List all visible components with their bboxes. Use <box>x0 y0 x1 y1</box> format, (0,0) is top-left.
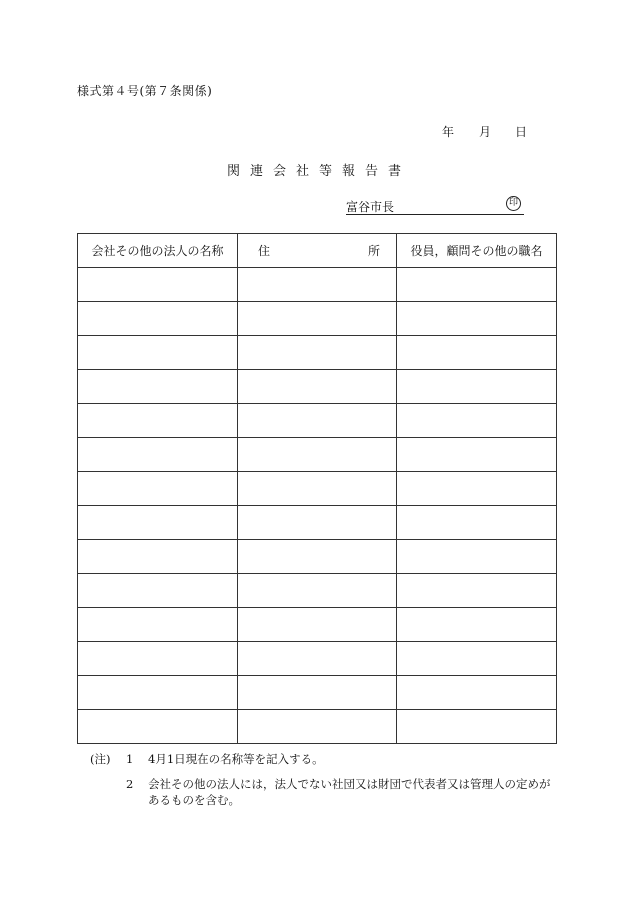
table-row <box>78 608 557 642</box>
company-name-cell[interactable] <box>78 438 238 472</box>
position-cell[interactable] <box>397 472 557 506</box>
note-text: 会社その他の法人には，法人でない社団又は財団で代表者又は管理人の定めがあるものを含む。 <box>148 777 551 807</box>
date-month-label: 月 <box>479 125 492 139</box>
table-row <box>78 472 557 506</box>
address-cell[interactable] <box>238 540 397 574</box>
table-row <box>78 676 557 710</box>
company-name-cell[interactable] <box>78 574 238 608</box>
position-cell[interactable] <box>397 438 557 472</box>
company-name-cell[interactable] <box>78 676 238 710</box>
address-cell[interactable] <box>238 472 397 506</box>
note-item-2 <box>90 776 552 808</box>
document-title: 関連会社等報告書 <box>226 164 411 179</box>
address-cell[interactable] <box>238 438 397 472</box>
column-header-address-left: 住 <box>258 244 271 258</box>
company-name-cell[interactable] <box>78 540 238 574</box>
related-companies-table <box>77 233 557 744</box>
table-row <box>78 268 557 302</box>
column-header-position: 役員，顧問その他の職名 <box>397 234 557 268</box>
date-day-label: 日 <box>515 125 528 139</box>
position-cell[interactable] <box>397 302 557 336</box>
company-name-cell[interactable] <box>78 370 238 404</box>
table-row <box>78 642 557 676</box>
address-cell[interactable] <box>238 506 397 540</box>
address-cell[interactable] <box>238 642 397 676</box>
table-row <box>78 574 557 608</box>
position-cell[interactable] <box>397 506 557 540</box>
address-cell[interactable] <box>238 336 397 370</box>
position-cell[interactable] <box>397 336 557 370</box>
company-name-cell[interactable] <box>78 472 238 506</box>
note-text: 4月1日現在の名称等を記入する。 <box>148 752 324 766</box>
table-body <box>78 268 557 744</box>
address-cell[interactable] <box>238 404 397 438</box>
position-cell[interactable] <box>397 268 557 302</box>
table-row <box>78 438 557 472</box>
address-cell[interactable] <box>238 302 397 336</box>
date-line <box>442 123 535 140</box>
notes-prefix: (注) <box>90 752 111 766</box>
seal-icon: 印 <box>506 196 521 211</box>
addressee-name: 富谷市長 <box>346 200 395 214</box>
notes-section <box>90 751 552 808</box>
table-row <box>78 506 557 540</box>
position-cell[interactable] <box>397 642 557 676</box>
form-number: 様式第４号(第７条関係) <box>77 84 213 98</box>
address-cell[interactable] <box>238 608 397 642</box>
position-cell[interactable] <box>397 370 557 404</box>
note-number: 2 <box>126 777 134 791</box>
company-name-cell[interactable] <box>78 608 238 642</box>
company-name-cell[interactable] <box>78 302 238 336</box>
company-name-cell[interactable] <box>78 642 238 676</box>
note-item-1 <box>90 751 552 767</box>
position-cell[interactable] <box>397 710 557 744</box>
address-cell[interactable] <box>238 574 397 608</box>
addressee-line <box>346 197 524 215</box>
column-header-company-name: 会社その他の法人の名称 <box>78 234 238 268</box>
table-row <box>78 710 557 744</box>
table-row <box>78 336 557 370</box>
position-cell[interactable] <box>397 404 557 438</box>
company-name-cell[interactable] <box>78 404 238 438</box>
company-name-cell[interactable] <box>78 710 238 744</box>
table-row <box>78 540 557 574</box>
table-row <box>78 302 557 336</box>
table-row <box>78 404 557 438</box>
position-cell[interactable] <box>397 540 557 574</box>
address-cell[interactable] <box>238 710 397 744</box>
company-name-cell[interactable] <box>78 268 238 302</box>
position-cell[interactable] <box>397 574 557 608</box>
position-cell[interactable] <box>397 676 557 710</box>
company-name-cell[interactable] <box>78 506 238 540</box>
date-year-label: 年 <box>442 125 455 139</box>
column-header-address-right: 所 <box>367 244 380 258</box>
note-number: 1 <box>126 752 134 766</box>
column-header-address <box>238 234 397 268</box>
table-header-row <box>78 234 557 268</box>
position-cell[interactable] <box>397 608 557 642</box>
address-cell[interactable] <box>238 268 397 302</box>
address-cell[interactable] <box>238 370 397 404</box>
address-cell[interactable] <box>238 676 397 710</box>
table-row <box>78 370 557 404</box>
company-name-cell[interactable] <box>78 336 238 370</box>
